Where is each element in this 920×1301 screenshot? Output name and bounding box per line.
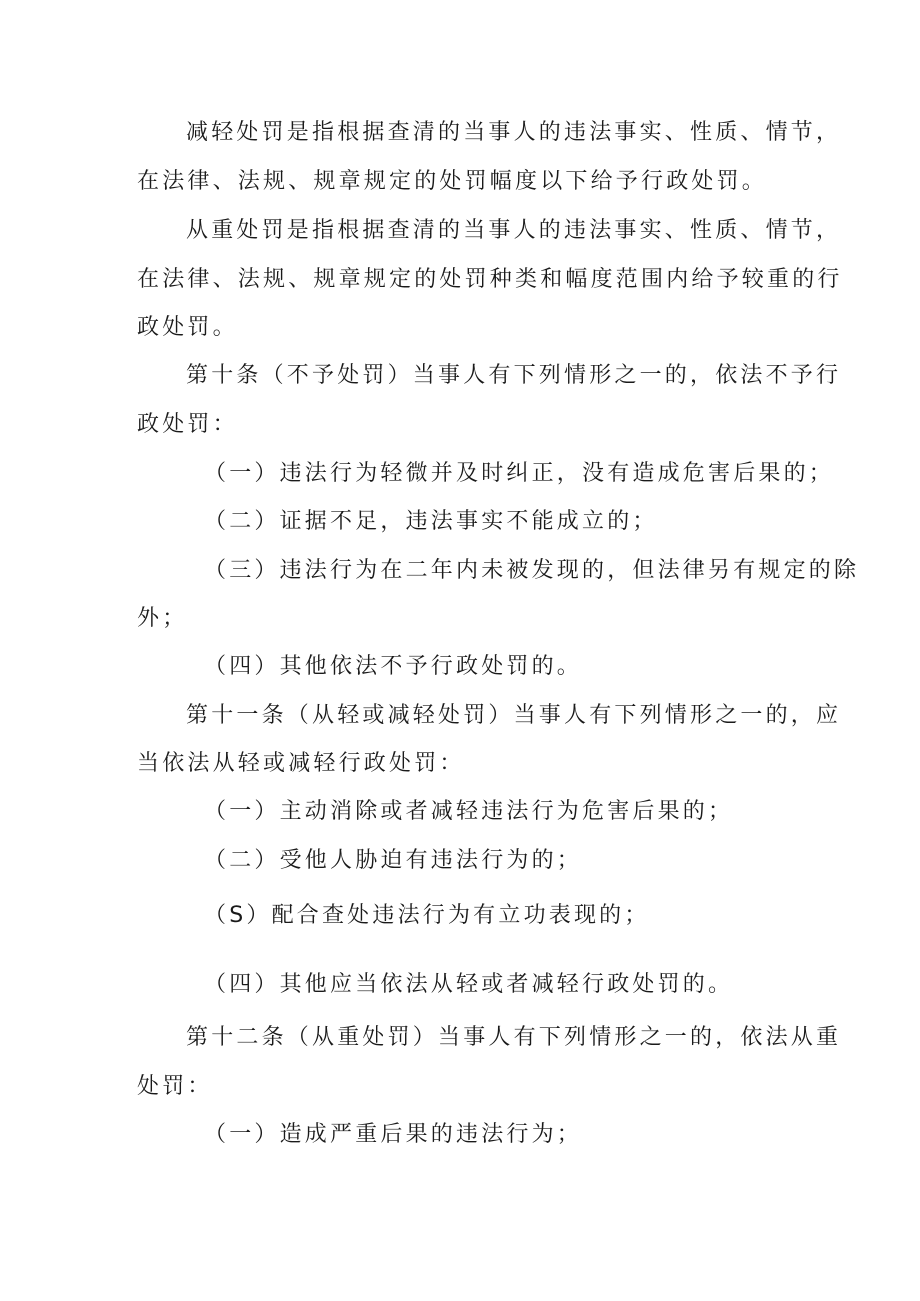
article-heading: 第十二条（从重处罚）当事人有下列情形之一的，依法从重 (186, 1025, 842, 1050)
list-item: （一）造成严重后果的违法行为； (204, 1122, 583, 1147)
text-line: 从重处罚是指根据查清的当事人的违法事实、性质、情节， (186, 218, 842, 243)
list-item: （二）受他人胁迫有违法行为的； (204, 848, 583, 873)
article-heading: 第十一条（从轻或减轻处罚）当事人有下列情形之一的，应 (186, 703, 842, 728)
text-line: 处罚： (137, 1074, 213, 1099)
article-heading: 第十条（不予处罚）当事人有下列情形之一的，依法不予行 (186, 363, 842, 388)
text-line: 在法律、法规、规章规定的处罚幅度以下给予行政处罚。 (137, 169, 768, 194)
text-line: 在法律、法规、规章规定的处罚种类和幅度范围内给予较重的行 (137, 267, 843, 292)
text-line: 当依法从轻或减轻行政处罚： (137, 751, 465, 776)
list-item: （S）配合查处违法行为有立功表现的； (204, 903, 650, 928)
text-line: 政处罚。 (137, 315, 238, 340)
text-line: 减轻处罚是指根据查清的当事人的违法事实、性质、情节， (186, 120, 842, 145)
list-item: （一）主动消除或者减轻违法行为危害后果的； (204, 799, 734, 824)
list-item: （四）其他依法不予行政处罚的。 (204, 654, 583, 679)
list-item: （二）证据不足，违法事实不能成立的； (204, 509, 658, 534)
text-line: 政处罚： (137, 412, 238, 437)
list-item: （三）违法行为在二年内未被发现的，但法律另有规定的除 (204, 558, 860, 583)
text-line: 外； (137, 606, 188, 631)
list-item: （四）其他应当依法从轻或者减轻行政处罚的。 (204, 972, 734, 997)
list-item: （一）违法行为轻微并及时纠正，没有造成危害后果的； (204, 461, 835, 486)
